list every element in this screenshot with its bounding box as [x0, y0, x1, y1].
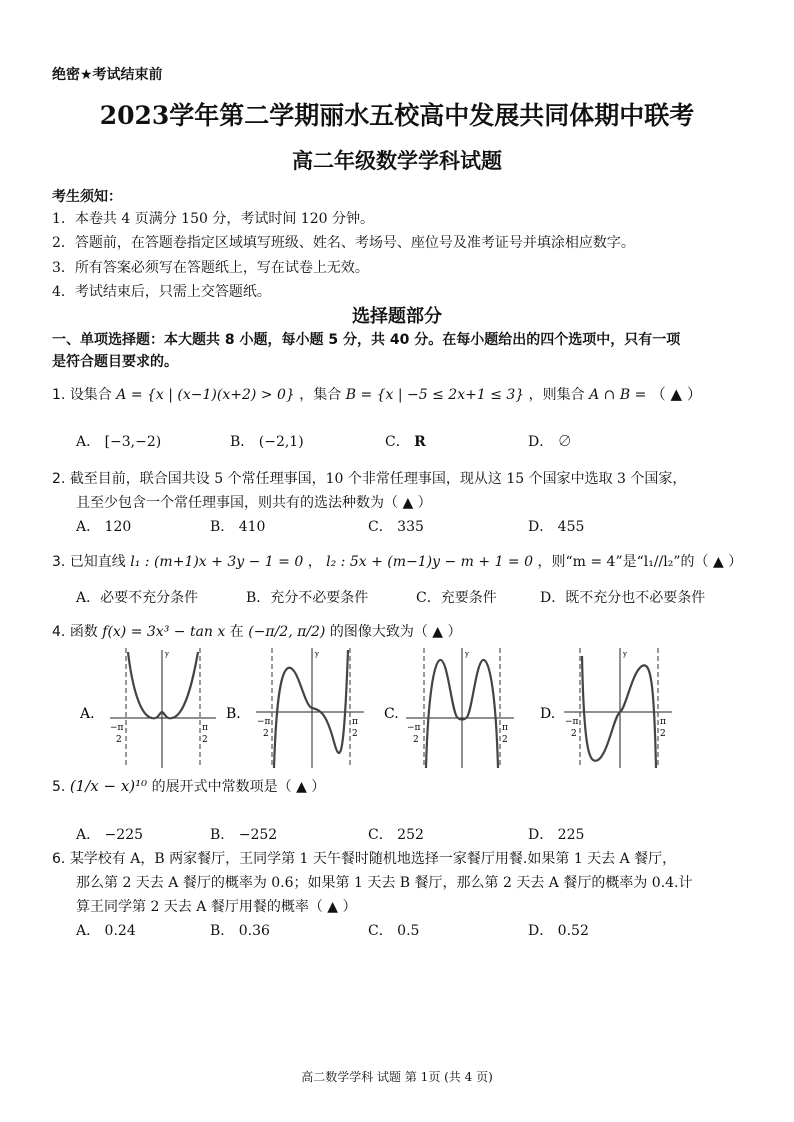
q1-option-d [528, 431, 572, 451]
q4-text-c: 的图像大致为（ ▲ ） [329, 624, 462, 640]
exam-subtitle: 高二年级数学学科试题 [292, 148, 502, 173]
section-title: 选择题部分 [352, 306, 442, 327]
neg-pi-label: −π [407, 723, 421, 733]
graph-a-label: A. [80, 706, 95, 722]
q1-option-c [385, 431, 426, 451]
neg-pi-label: −π [565, 717, 579, 727]
part1-line-2: 是符合题目要求的。 [52, 354, 178, 370]
q2-option-b: B． 410 [210, 519, 266, 535]
q3-line-l1: l₁ : (m+1)x + 3y − 1 = 0 [130, 554, 304, 570]
q3-option-c: C．充要条件 [416, 590, 497, 606]
two-label: 2 [202, 735, 208, 745]
part1-line-1: 一、单项选择题：本大题共 8 小题，每小题 5 分，共 40 分。在每小题给出的四个选项中，只有一项 [52, 332, 681, 348]
notice-heading: 考生须知： [52, 189, 122, 205]
option-value: ∅ [557, 434, 572, 450]
q2-line-2: 且至少包含一个常任理事国，则共有的选法种数为（ ▲ ） [76, 495, 432, 511]
pi-label: π [202, 723, 208, 733]
q4-function: f(x) = 3x³ − tan x [102, 624, 226, 640]
two-label: 2 [571, 729, 577, 739]
q5-option-a: A． −225 [76, 827, 144, 843]
question-6-line-1 [52, 848, 676, 868]
q1-answer-blank: （ ▲ ） [650, 385, 702, 403]
page-footer: 高二数学学科 试题 第 1页 (共 4 页) [301, 1070, 493, 1084]
q6-option-d: D． 0.52 [528, 923, 589, 939]
notice-item-2: 2．答题前，在答题卷指定区域填写班级、姓名、考场号、座位号及准考证号并填涂相应数字。 [52, 235, 635, 251]
option-label: A． [76, 434, 101, 450]
curve [128, 652, 198, 718]
q5-option-d: D． 225 [528, 827, 585, 843]
option-value: [−3,−2) [104, 434, 162, 450]
pi-label: π [352, 717, 358, 727]
q1-set-b: B = {x | −5 ≤ 2x+1 ≤ 3} [345, 387, 525, 403]
curve [274, 650, 348, 768]
exam-title: 2023学年第二学期丽水五校高中发展共同体期中联考 [99, 101, 695, 130]
graph-b [226, 648, 364, 768]
q4-text-b: 在 [229, 624, 244, 640]
q3-option-d: D．既不充分也不必要条件 [540, 590, 706, 606]
q5-option-b: B． −252 [210, 827, 278, 843]
question-number: 2. [52, 471, 66, 487]
q6-line-1: 某学校有 A，B 两家餐厅，王同学第 1 天午餐时随机地选择一家餐厅用餐.如果第 1 天去 A 餐厅， [69, 851, 677, 867]
neg-pi-label: −π [257, 717, 271, 727]
graph-d-label: D. [540, 706, 556, 722]
q5-expression: (1/x − x)¹⁰ [69, 777, 148, 795]
q3-line-l2: l₂ : 5x + (m−1)y − m + 1 = 0 [326, 554, 534, 570]
graph-d [540, 648, 672, 768]
q3-text-c: ，则“m = 4”是“l₁//l₂”的（ ▲ ） [537, 554, 743, 570]
q5-option-c: C． 252 [368, 827, 424, 843]
q2-option-d: D． 455 [528, 519, 585, 535]
graph-c [384, 648, 514, 768]
option-value: R [414, 434, 426, 450]
question-number: 1. [52, 387, 66, 403]
question-number: 6. [52, 851, 66, 867]
y-axis-label: y [623, 650, 627, 658]
pi-label: π [502, 723, 508, 733]
q2-option-a: A． 120 [76, 519, 132, 535]
q6-option-a: A． 0.24 [76, 923, 136, 939]
y-axis-label: y [465, 650, 469, 658]
q1-option-b [230, 431, 304, 451]
q1-expr: A ∩ B = [589, 387, 647, 403]
two-label: 2 [116, 735, 122, 745]
question-number: 4. [52, 624, 66, 640]
part1-instructions [52, 329, 752, 373]
option-label: D． [528, 434, 554, 450]
question-number: 5. [52, 779, 66, 795]
q6-line-3: 算王同学第 2 天去 A 餐厅用餐的概率（ ▲ ） [76, 899, 357, 915]
two-label: 2 [352, 729, 358, 739]
question-2-line-1 [52, 468, 686, 488]
pi-label: π [660, 717, 666, 727]
q2-option-c: C． 335 [368, 519, 424, 535]
q3-option-b: B．充分不必要条件 [246, 590, 369, 606]
q2-line-1: 截至目前，联合国共设 5 个常任理事国，10 个非常任理事国，现从这 15 个国家中选取 3 个国家， [69, 471, 687, 487]
y-axis-label: y [315, 650, 319, 658]
notice-item-3: 3．所有答案必须写在答题纸上，写在试卷上无效。 [52, 260, 369, 276]
two-label: 2 [502, 735, 508, 745]
q4-interval: (−π/2, π/2) [248, 624, 326, 640]
q6-option-c: C． 0.5 [368, 923, 420, 939]
two-label: 2 [660, 729, 666, 739]
q3-text-a: 已知直线 [69, 554, 126, 570]
two-label: 2 [413, 735, 419, 745]
question-5 [52, 776, 325, 796]
option-label: C． [385, 434, 410, 450]
question-3 [52, 551, 742, 571]
question-number: 3. [52, 554, 66, 570]
question-1 [52, 383, 702, 404]
q6-option-b: B． 0.36 [210, 923, 270, 939]
q4-graphs [74, 646, 714, 770]
neg-pi-label: −π [110, 723, 124, 733]
q1-text-b: ，集合 [299, 387, 342, 403]
q1-text-c: ，则集合 [528, 387, 585, 403]
option-label: B． [230, 434, 255, 450]
graph-c-label: C. [384, 706, 399, 722]
option-value: (−2,1) [258, 434, 304, 450]
graph-a [79, 648, 216, 768]
q6-line-2: 那么第 2 天去 A 餐厅的概率为 0.6；如果第 1 天去 B 餐厅，那么第 2 天去 A 餐厅的概率为 0.4.计 [76, 875, 693, 891]
q3-text-b: ， [307, 554, 322, 570]
q4-text-a: 函数 [69, 624, 98, 640]
two-label: 2 [263, 729, 269, 739]
q1-set-a: A = {x | (x−1)(x+2) > 0} [116, 387, 295, 403]
graph-b-label: B. [226, 706, 241, 722]
q5-text: 的展开式中常数项是（ ▲ ） [151, 779, 326, 795]
y-axis-label: y [165, 650, 169, 658]
q1-option-a [76, 431, 161, 451]
notice-item-1: 1．本卷共 4 页满分 150 分，考试时间 120 分钟。 [52, 211, 374, 227]
q3-option-a: A．必要不充分条件 [76, 590, 199, 606]
q1-text-a: 设集合 [69, 387, 112, 403]
confidential-label: 绝密★考试结束前 [52, 67, 163, 83]
question-4 [52, 621, 462, 641]
notice-item-4: 4．考试结束后，只需上交答题纸。 [52, 284, 271, 300]
